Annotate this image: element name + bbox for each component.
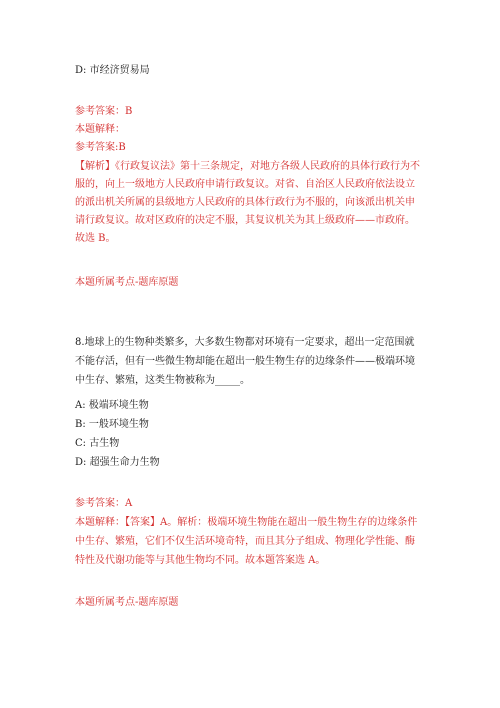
q8-stem-line: 8.地球上的生物种类繁多，大多数生物都对环境有一定要求，超出一定范围就 [75, 337, 415, 348]
q8-option-d: D: 超强生命力生物 [75, 457, 160, 468]
q7-answer-repeat: 参考答案:B [75, 142, 126, 153]
q8-source: 本题所属考点-题库原题 [75, 597, 179, 608]
q8-stem-line: 中生存、繁殖，这类生物被称为_____。 [75, 375, 250, 386]
q7-explain-label: 本题解释： [75, 124, 125, 135]
q7-answer: 参考答案：B [75, 106, 133, 117]
prev-option-d: D: 市经济贸易局 [75, 65, 150, 76]
q8-answer: 参考答案：A [75, 498, 133, 509]
q7-analysis-line: 【解析】《行政复议法》第十三条规定，对地方各级人民政府的具体行政行为不 [75, 161, 420, 172]
q7-source: 本题所属考点-题库原题 [75, 277, 179, 288]
q7-analysis-line: 的派出机关所属的县级地方人民政府的具体行政行为不服的，向该派出机关申 [75, 197, 415, 208]
q8-option-c: C: 古生物 [75, 438, 120, 449]
q8-stem-line: 不能存活，但有一些微生物却能在超出一般生物生存的边缘条件——极端环境 [75, 356, 415, 367]
q7-analysis-line: 请行政复议。故对区政府的决定不服，其复议机关为其上级政府——市政府。 [75, 215, 415, 226]
q8-analysis-line: 中生存、繁殖，它们不仅生活环境奇特，而且其分子组成、物理化学性能、酶 [75, 536, 415, 547]
q7-analysis-line: 服的，向上一级地方人民政府申请行政复议。对省、自治区人民政府依法设立 [75, 179, 415, 190]
q7-analysis-line: 故选 B。 [75, 233, 116, 244]
q8-analysis-line: 特性及代谢功能等与其他生物均不同。故本题答案选 A。 [75, 555, 326, 566]
q8-option-a: A: 极端环境生物 [75, 400, 149, 411]
q8-analysis-line: 本题解释：【答案】A。解析：极端环境生物能在超出一般生物生存的边缘条件 [75, 517, 418, 528]
q8-option-b: B: 一般环境生物 [75, 419, 149, 430]
